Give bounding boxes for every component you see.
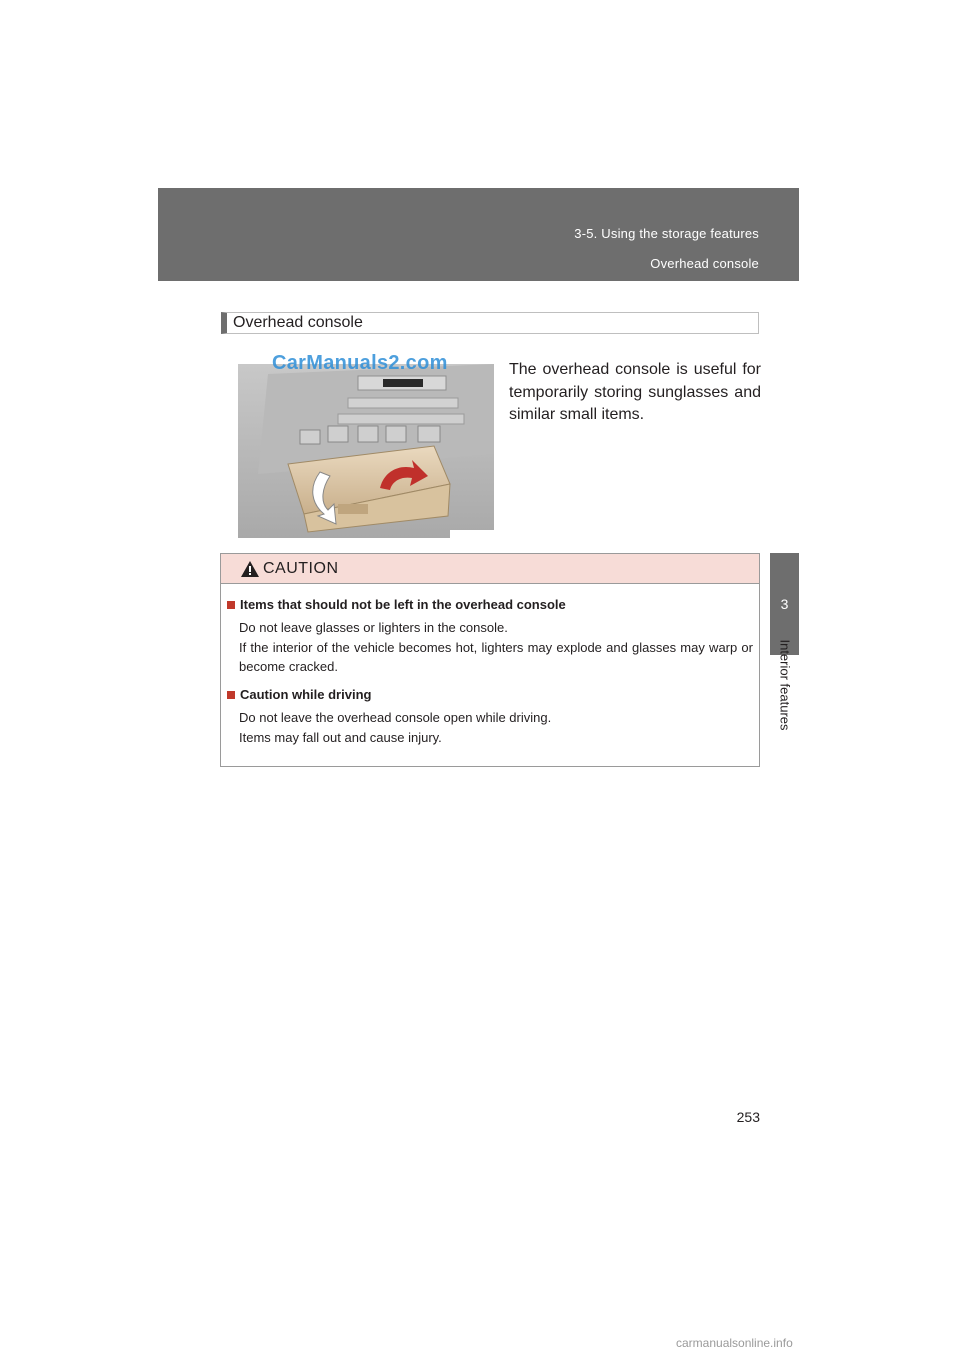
header-section-title: 3-5. Using the storage features xyxy=(574,226,759,241)
caution-item-text: Items may fall out and cause injury. xyxy=(239,729,442,745)
overhead-console-illustration xyxy=(238,364,494,538)
header-topic-title: Overhead console xyxy=(650,256,759,271)
chapter-label-text: Interior features xyxy=(777,639,792,731)
caution-item-text: Do not leave the overhead console open while driving. xyxy=(239,710,552,725)
warning-triangle-icon xyxy=(241,561,259,577)
caution-item xyxy=(227,687,753,747)
footer-watermark: carmanualsonline.info xyxy=(676,1336,793,1350)
caution-item-heading: Items that should not be left in the overhead console xyxy=(240,597,566,612)
chapter-label xyxy=(770,630,799,740)
bullet-square-icon xyxy=(227,691,235,699)
caution-item-text: If the interior of the vehicle becomes hot, lighters may explode and glasses may warp or become cracked. xyxy=(239,639,753,674)
section-title: Overhead console xyxy=(233,314,363,331)
chapter-number: 3 xyxy=(780,596,789,612)
caution-box xyxy=(220,553,760,767)
description-text: The overhead console is useful for temporarily storing sunglasses and similar small items. xyxy=(509,361,761,423)
watermark-text: CarManuals2.com xyxy=(272,352,448,374)
caution-item xyxy=(227,597,753,677)
page-number: 253 xyxy=(736,1109,760,1125)
section-heading xyxy=(221,312,759,334)
caution-header xyxy=(221,554,759,584)
caution-title: CAUTION xyxy=(263,560,339,577)
bullet-square-icon xyxy=(227,601,235,609)
header-band xyxy=(158,188,799,281)
caution-item-text: Do not leave glasses or lighters in the console. xyxy=(239,620,508,635)
caution-item-heading: Caution while driving xyxy=(240,687,372,702)
